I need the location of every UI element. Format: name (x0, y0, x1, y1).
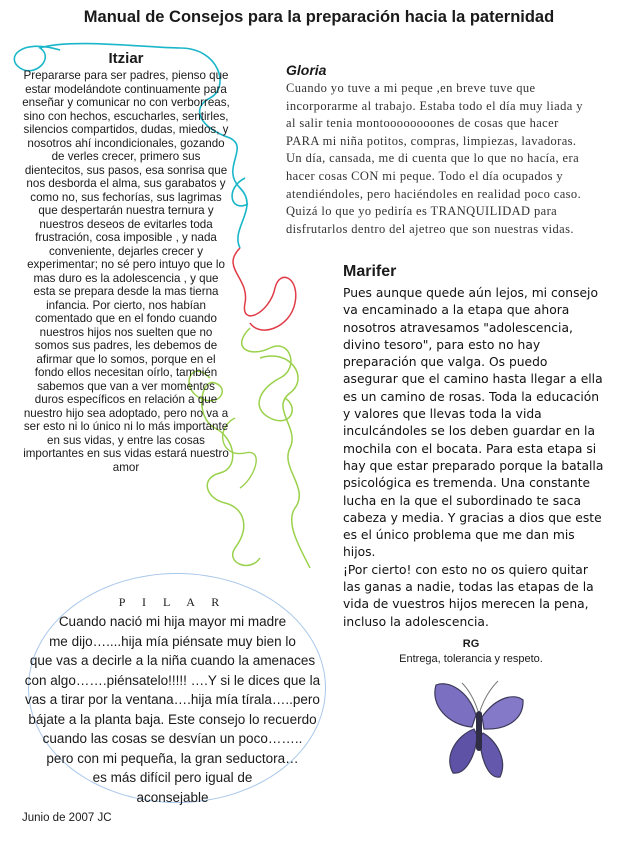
gloria-section (286, 62, 586, 238)
itziar-name: Itziar (108, 50, 144, 67)
pilar-line: que vas a decirle a la niña cuando la amenaces (29, 653, 316, 668)
pilar-line: me dijo…....hija mía piénsate muy bien lo (49, 633, 296, 649)
marifer-text: Pues aunque quede aún lejos, mi consejo va encaminado a la etapa que ahora nosotros atravesamos "adolescencia, divino tesoro", para esto no hay preparación que valga. Os puedo asegurar que el camino hasta llegar a ella es un camino de rosas. Toda la educación y valores que llevas toda la vida inculcándoles se los deben guardar en la mochila con el bocata. Para esta etapa si hay que estar preparado porque la batalla psicológica es tremenda. Una constante lucha en la que el subordinado te saca cabeza y media. Y gracias a dios que este es el único problema que me dan mis hijos. (343, 286, 604, 560)
pilar-line: con algo…….piénsatelo!!!!! ….Y si le dices que la (24, 672, 321, 688)
butterfly-icon (428, 675, 528, 783)
pilar-line: Cuando nació mi hija mayor mi madre (58, 614, 287, 629)
marifer-section (343, 263, 605, 631)
page-title: Manual de Consejos para la preparación hacia la paternidad (83, 8, 555, 26)
rg-section (376, 638, 566, 665)
pilar-line: pero con mi pequeña, la gran seductora… (46, 750, 299, 766)
pilar-line: vas a tirar por la ventana….hija mía tírala…..pero (25, 692, 320, 707)
pilar-line: es más difícil pero igual de (92, 770, 253, 785)
pilar-line: cuando las cosas se desvían un poco…….. (42, 731, 303, 746)
pilar-line: bájate a la planta baja. Este consejo lo recuerdo (28, 711, 317, 727)
rg-text: Entrega, tolerancia y respeto. (399, 653, 543, 665)
footer-date: Junio de 2007 JC (22, 812, 112, 824)
gloria-name: Gloria (286, 62, 327, 78)
marifer-text-2: ¡Por cierto! con esto no os quiero quitar las ganas a nadie, todas las etapas de la vida de vuestros hijos merecen la pena, incluso la adolescencia. (343, 562, 594, 629)
marifer-name: Marifer (343, 263, 397, 280)
itziar-text: Prepararse para ser padres, pienso que estar modelándote continuamente para enseñar y comunicar no con verborreas, sino con hechos, escucharles, sentirles, silencios compartidos, dudas, miedos, y nosotros ahí incondicionales, gozando de verles crecer, primero sus dientecitos, sus pasos, esa sonrisa que nos desborda el alma, sus garabatos y como no, sus fechorías, sus lagrimas que despertarán nuestra ternura y nuestros deseos de evitarles toda frustración, cosa imposible , y nada conveniente, dejarles crecer y experimentar; no sé pero intuyo que lo mas duro es la adolescencia , y que esta se prepara desde la mas tierna infancia. Por cierto, nos habían comentado que en el fondo cuando nuestros hijos nos suelten que no somos sus padres, les debemos de afirmar que lo somos, porque en el fondo ellos necesitan oírlo, también sabemos que van a ver momentos duros específicos en relación a que nuestro hijo sea adoptado, pero no va a ser esto ni lo único ni lo más importante en sus vidas, y entre las cosas importantes en sus vidas estará nuestro amor (22, 69, 230, 474)
itziar-section (22, 50, 230, 474)
rg-signature: RG (462, 638, 480, 650)
pilar-name: P I L A R (118, 595, 227, 609)
pilar-line: aconsejable (136, 789, 209, 805)
pilar-section (0, 595, 345, 807)
gloria-text: Cuando yo tuve a mi peque ,en breve tuve que incorporarme al trabajo. Estaba todo el día muy liada y al salir tenia montoooooooones de cosas que hacer PARA mi niña potitos, compras, limpiezas, lavadoras. Un día, cansada, me di cuenta que lo que no hacía, era hacer cosas CON mi peque. Todo el día ocupados y atendiéndoles, pero haciéndoles en realidad poco caso. Quizá lo que yo pediría es TRANQUILIDAD para disfrutarlos dentro del ajetreo que son nuestras vidas. (286, 81, 583, 236)
